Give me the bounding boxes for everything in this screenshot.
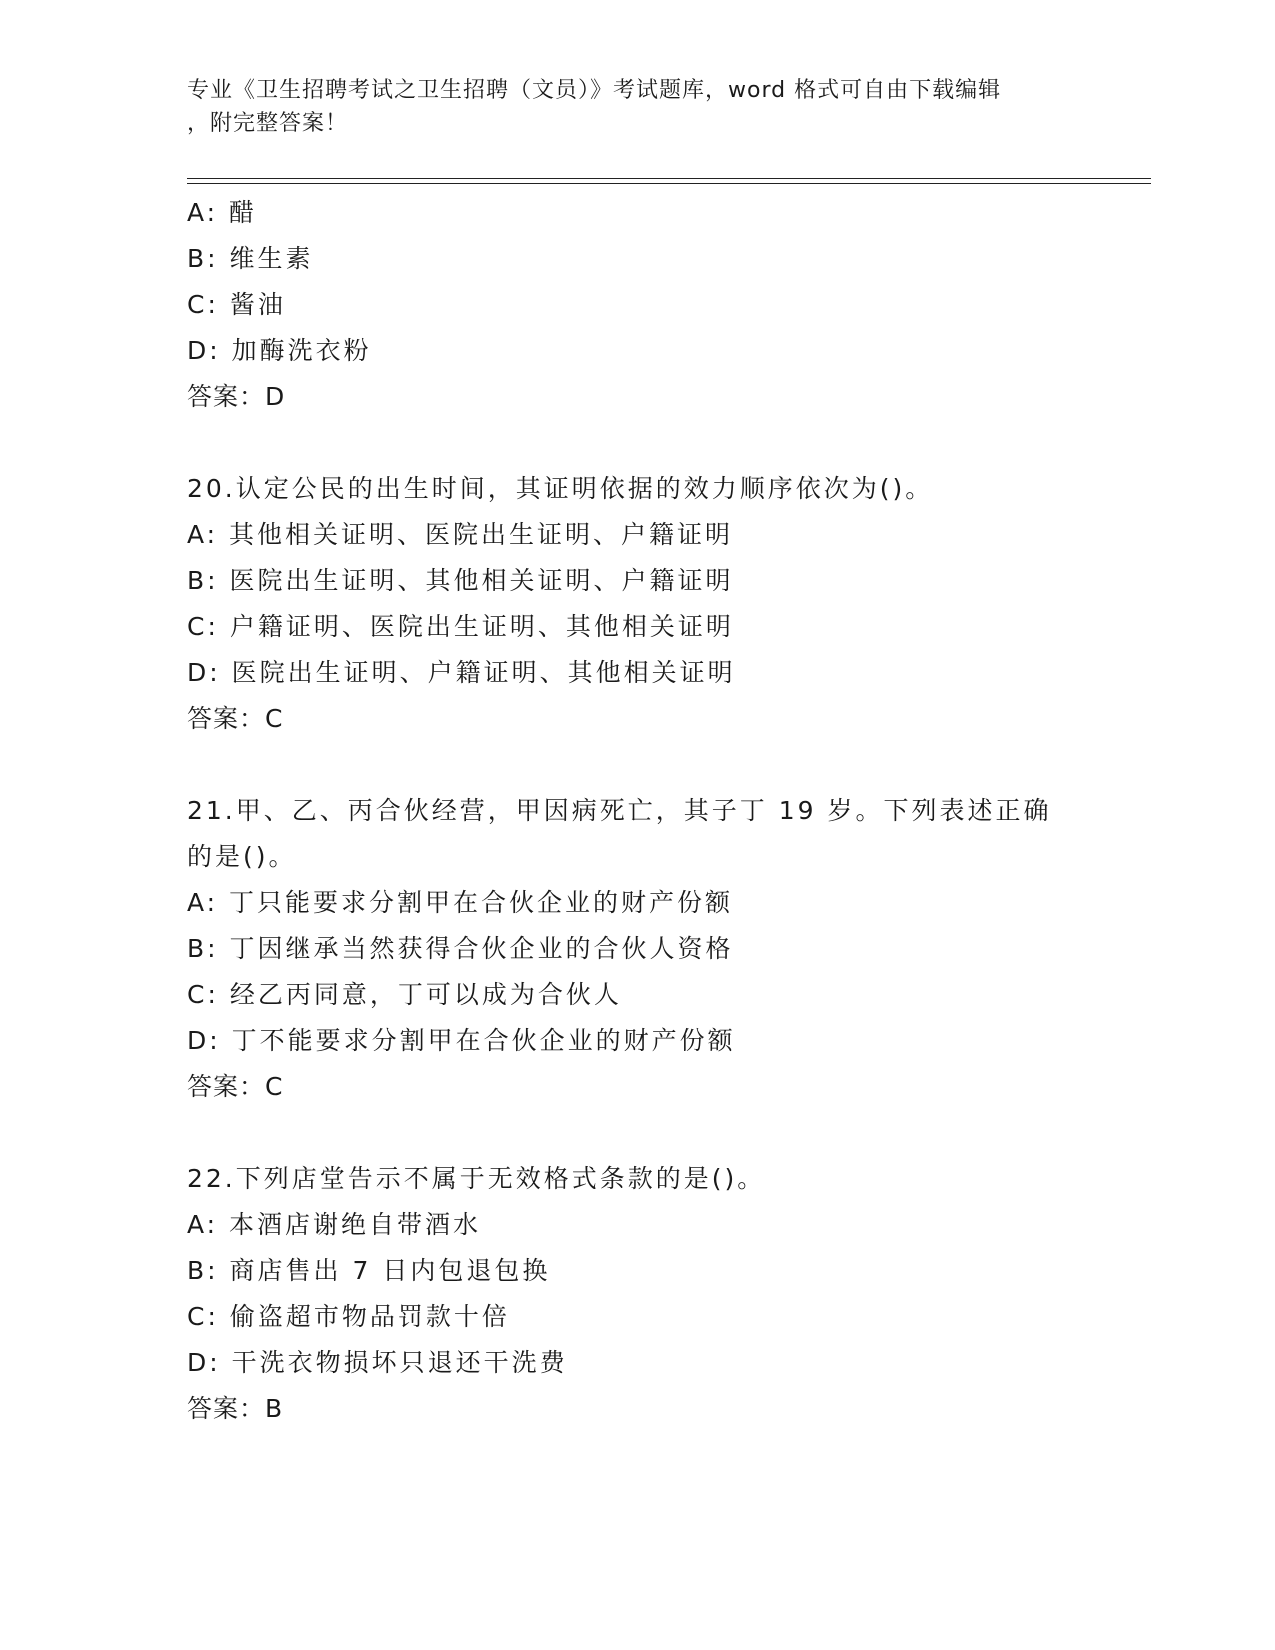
option-d: D: 干洗衣物损坏只退还干洗费 — [187, 1348, 568, 1377]
question-list — [187, 190, 1127, 1432]
question-stem: 20.认定公民的出生时间，其证明依据的效力顺序依次为()。 — [187, 474, 934, 503]
option-a: A: 其他相关证明、医院出生证明、户籍证明 — [187, 520, 734, 549]
question-21 — [187, 788, 1127, 1110]
question-stem-line-1: 21.甲、乙、丙合伙经营，甲因病死亡，其子丁 19 岁。下列表述正确 — [187, 796, 1052, 825]
question-19 — [187, 190, 1127, 420]
option-b: B: 丁因继承当然获得合伙企业的合伙人资格 — [187, 934, 734, 963]
answer: 答案：C — [187, 1072, 284, 1101]
option-d: D: 丁不能要求分割甲在合伙企业的财产份额 — [187, 1026, 736, 1055]
spacer — [187, 742, 1127, 788]
option-b: B: 医院出生证明、其他相关证明、户籍证明 — [187, 566, 734, 595]
option-b: B: 商店售出 7 日内包退包换 — [187, 1256, 551, 1285]
answer: 答案：C — [187, 704, 284, 733]
answer: 答案：B — [187, 1394, 284, 1423]
option-a: A: 醋 — [187, 198, 258, 227]
question-stem: 22.下列店堂告示不属于无效格式条款的是()。 — [187, 1164, 766, 1193]
option-c: C: 经乙丙同意，丁可以成为合伙人 — [187, 980, 622, 1009]
option-d: D: 加酶洗衣粉 — [187, 336, 372, 365]
question-20 — [187, 466, 1127, 742]
option-c: C: 偷盗超市物品罚款十倍 — [187, 1302, 510, 1331]
option-a: A: 本酒店谢绝自带酒水 — [187, 1210, 482, 1239]
option-a: A: 丁只能要求分割甲在合伙企业的财产份额 — [187, 888, 734, 917]
option-d: D: 医院出生证明、户籍证明、其他相关证明 — [187, 658, 736, 687]
option-b: B: 维生素 — [187, 244, 314, 273]
header-divider-top — [187, 178, 1151, 179]
answer: 答案：D — [187, 382, 286, 411]
spacer — [187, 1110, 1127, 1156]
question-22 — [187, 1156, 1127, 1432]
spacer — [187, 420, 1127, 466]
header-line-2: ，附完整答案！ — [187, 111, 349, 136]
option-c: C: 酱油 — [187, 290, 286, 319]
header-divider-bottom — [187, 183, 1151, 184]
question-stem-line-2: 的是()。 — [187, 842, 297, 871]
document-header — [187, 74, 1087, 140]
header-line-1: 专业《卫生招聘考试之卫生招聘（文员）》考试题库，word 格式可自由下载编辑 — [187, 78, 1002, 103]
option-c: C: 户籍证明、医院出生证明、其他相关证明 — [187, 612, 734, 641]
